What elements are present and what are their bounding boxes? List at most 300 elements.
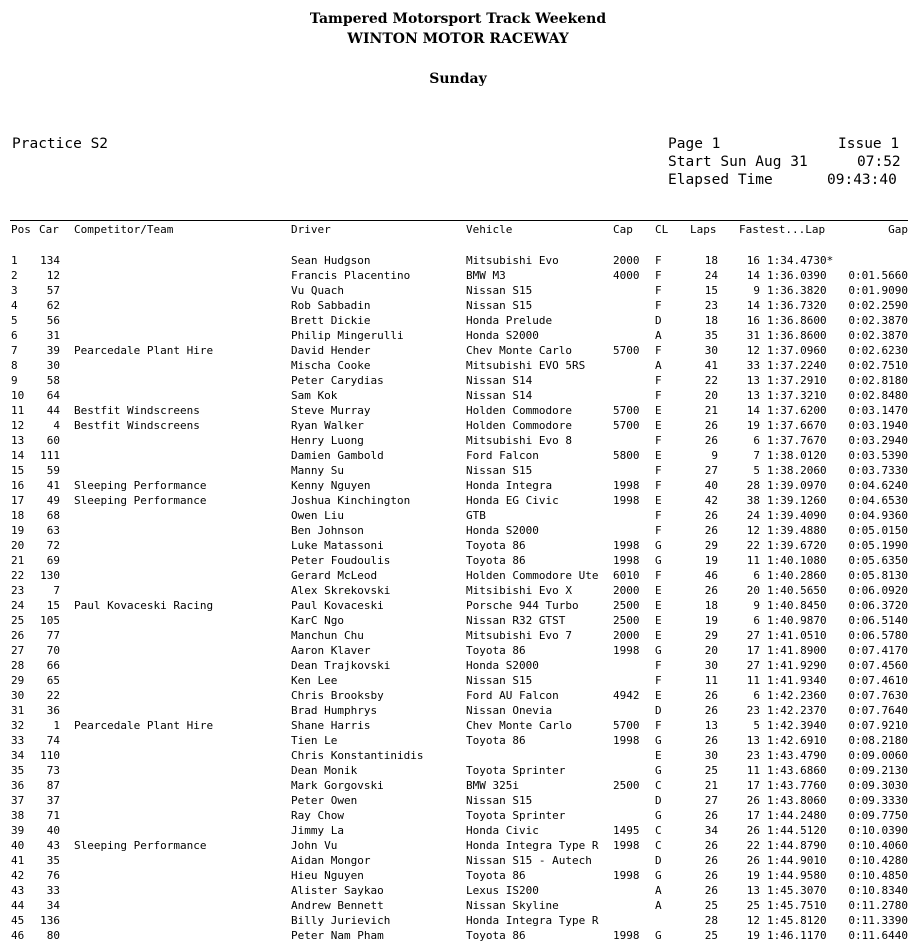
- class-cell: F: [655, 479, 662, 492]
- table-row: [0, 463, 916, 478]
- laps-cell: 26: [704, 854, 718, 867]
- vehicle-cell: Mitsubishi Evo 8: [466, 434, 572, 447]
- fastest-lap-cell: 6: [753, 614, 760, 627]
- laps-cell: 18: [704, 599, 718, 612]
- car-cell: 59: [46, 464, 60, 477]
- class-cell: G: [655, 554, 662, 567]
- pos-cell: 23: [11, 584, 25, 597]
- fastest-time-cell: 1:41.0510: [767, 629, 827, 642]
- car-cell: 76: [46, 869, 60, 882]
- vehicle-cell: Mitsubishi Evo 7: [466, 629, 572, 642]
- car-cell: 57: [46, 284, 60, 297]
- driver-cell: Alex Skrekovski: [291, 584, 391, 597]
- gap-cell: 0:02.3870: [848, 314, 908, 327]
- car-cell: 12: [46, 269, 60, 282]
- car-cell: 105: [40, 614, 60, 627]
- table-row: [0, 268, 916, 283]
- class-cell: C: [655, 779, 662, 792]
- pos-cell: 38: [11, 809, 25, 822]
- table-row: [0, 778, 916, 793]
- table-row: [0, 358, 916, 373]
- driver-cell: Francis Placentino: [291, 269, 411, 282]
- gap-cell: 0:04.6530: [848, 494, 908, 507]
- table-row: [0, 733, 916, 748]
- class-cell: A: [655, 884, 662, 897]
- laps-cell: 26: [704, 734, 718, 747]
- laps-cell: 26: [704, 524, 718, 537]
- table-row: [0, 433, 916, 448]
- gap-cell: 0:06.0920: [848, 584, 908, 597]
- vehicle-cell: GTB: [466, 509, 486, 522]
- class-cell: G: [655, 929, 662, 942]
- gap-cell: 0:03.2940: [848, 434, 908, 447]
- vehicle-cell: Ford Falcon: [466, 449, 539, 462]
- col-car-header: Car: [39, 223, 59, 236]
- gap-cell: 0:07.4610: [848, 674, 908, 687]
- fastest-time-cell: 1:41.8900: [767, 644, 827, 657]
- table-row: [0, 538, 916, 553]
- gap-cell: 0:07.4170: [848, 644, 908, 657]
- car-cell: 136: [40, 914, 60, 927]
- car-cell: 30: [46, 359, 60, 372]
- laps-cell: 30: [704, 344, 718, 357]
- col-cap-header: Cap: [613, 223, 633, 236]
- gap-cell: 0:03.1470: [848, 404, 908, 417]
- class-cell: F: [655, 464, 662, 477]
- driver-cell: Sean Hudgson: [291, 254, 371, 267]
- class-cell: E: [655, 494, 662, 507]
- driver-cell: Gerard McLeod: [291, 569, 378, 582]
- fastest-lap-cell: 12: [746, 914, 760, 927]
- pos-cell: 28: [11, 659, 25, 672]
- class-cell: F: [655, 719, 662, 732]
- table-row: [0, 313, 916, 328]
- cap-cell: 1998: [613, 554, 640, 567]
- fastest-time-cell: 1:39.0970: [767, 479, 827, 492]
- laps-cell: 26: [704, 704, 718, 717]
- class-cell: E: [655, 419, 662, 432]
- team-cell: Paul Kovaceski Racing: [74, 599, 214, 612]
- fastest-lap-cell: 22: [746, 539, 760, 552]
- driver-cell: Rob Sabbadin: [291, 299, 371, 312]
- driver-cell: Hieu Nguyen: [291, 869, 364, 882]
- driver-cell: KarC Ngo: [291, 614, 344, 627]
- elapsed-label: Elapsed Time: [668, 172, 773, 188]
- vehicle-cell: Toyota Sprinter: [466, 764, 566, 777]
- pos-cell: 37: [11, 794, 25, 807]
- pos-cell: 4: [11, 299, 18, 312]
- pos-cell: 24: [11, 599, 25, 612]
- col-fastest-header: Fastest...Lap: [739, 223, 826, 236]
- pos-cell: 29: [11, 674, 25, 687]
- table-row: [0, 643, 916, 658]
- class-cell: E: [655, 404, 662, 417]
- pos-cell: 27: [11, 644, 25, 657]
- fastest-lap-cell: 25: [746, 899, 760, 912]
- car-cell: 56: [46, 314, 60, 327]
- table-row: [0, 853, 916, 868]
- class-cell: F: [655, 299, 662, 312]
- car-cell: 58: [46, 374, 60, 387]
- vehicle-cell: Ford AU Falcon: [466, 689, 559, 702]
- fastest-time-cell: 1:37.3210: [767, 389, 827, 402]
- driver-cell: Mark Gorgovski: [291, 779, 384, 792]
- pos-cell: 8: [11, 359, 18, 372]
- laps-cell: 26: [704, 809, 718, 822]
- fastest-lap-cell: 33: [746, 359, 760, 372]
- laps-cell: 27: [704, 794, 718, 807]
- driver-cell: Luke Matassoni: [291, 539, 384, 552]
- car-cell: 74: [46, 734, 60, 747]
- class-cell: F: [655, 389, 662, 402]
- driver-cell: Mischa Cooke: [291, 359, 371, 372]
- fastest-lap-cell: 19: [746, 419, 760, 432]
- pos-cell: 16: [11, 479, 25, 492]
- gap-cell: 0:06.3720: [848, 599, 908, 612]
- pos-cell: 43: [11, 884, 25, 897]
- fastest-time-cell: 1:43.8060: [767, 794, 827, 807]
- vehicle-cell: Honda Integra: [466, 479, 553, 492]
- laps-cell: 9: [711, 449, 718, 462]
- vehicle-cell: Nissan S15: [466, 794, 533, 807]
- col-laps-header: Laps: [690, 223, 717, 236]
- fastest-time-cell: 1:43.7760: [767, 779, 827, 792]
- laps-cell: 25: [704, 764, 718, 777]
- class-cell: F: [655, 674, 662, 687]
- fastest-time-cell: 1:41.9290: [767, 659, 827, 672]
- table-row: [0, 448, 916, 463]
- laps-cell: 21: [704, 779, 718, 792]
- class-cell: F: [655, 509, 662, 522]
- gap-cell: 0:01.9090: [848, 284, 908, 297]
- driver-cell: Kenny Nguyen: [291, 479, 371, 492]
- laps-cell: 34: [704, 824, 718, 837]
- fastest-lap-cell: 6: [753, 569, 760, 582]
- car-cell: 110: [40, 749, 60, 762]
- fastest-time-cell: 1:45.7510: [767, 899, 827, 912]
- table-row: [0, 298, 916, 313]
- pos-cell: 9: [11, 374, 18, 387]
- cap-cell: 2500: [613, 614, 640, 627]
- car-cell: 70: [46, 644, 60, 657]
- fastest-time-cell: 1:37.6200: [767, 404, 827, 417]
- cap-cell: 6010: [613, 569, 640, 582]
- class-cell: A: [655, 899, 662, 912]
- pos-cell: 11: [11, 404, 25, 417]
- class-cell: F: [655, 269, 662, 282]
- laps-cell: 26: [704, 419, 718, 432]
- driver-cell: John Vu: [291, 839, 338, 852]
- car-cell: 39: [46, 344, 60, 357]
- event-title: Tampered Motorsport Track Weekend: [309, 11, 607, 27]
- table-row: [0, 403, 916, 418]
- laps-cell: 19: [704, 614, 718, 627]
- driver-cell: Peter Owen: [291, 794, 358, 807]
- laps-cell: 13: [704, 719, 718, 732]
- fastest-time-cell: 1:45.8120: [767, 914, 827, 927]
- fastest-time-cell: 1:44.9580: [767, 869, 827, 882]
- laps-cell: 29: [704, 539, 718, 552]
- vehicle-cell: BMW M3: [466, 269, 506, 282]
- laps-cell: 26: [704, 584, 718, 597]
- vehicle-cell: Toyota 86: [466, 929, 526, 942]
- vehicle-cell: Holden Commodore: [466, 419, 572, 432]
- table-row: [0, 478, 916, 493]
- vehicle-cell: Honda Prelude: [466, 314, 553, 327]
- laps-cell: 41: [704, 359, 718, 372]
- cap-cell: 2000: [613, 584, 640, 597]
- fastest-time-cell: 1:40.9870: [767, 614, 827, 627]
- fastest-lap-cell: 12: [746, 524, 760, 537]
- table-row: [0, 763, 916, 778]
- table-row: [0, 928, 916, 943]
- column-header-row: [0, 222, 916, 237]
- table-row: [0, 388, 916, 403]
- car-cell: 44: [46, 404, 60, 417]
- fastest-lap-cell: 7: [753, 449, 760, 462]
- driver-cell: Owen Liu: [291, 509, 344, 522]
- table-row: [0, 823, 916, 838]
- table-row: [0, 913, 916, 928]
- fastest-lap-cell: 38: [746, 494, 760, 507]
- fastest-time-cell: 1:40.8450: [767, 599, 827, 612]
- gap-cell: 0:09.3330: [848, 794, 908, 807]
- vehicle-cell: Nissan S14: [466, 374, 533, 387]
- driver-cell: Manchun Chu: [291, 629, 364, 642]
- class-cell: G: [655, 539, 662, 552]
- car-cell: 49: [46, 494, 60, 507]
- cap-cell: 5700: [613, 344, 640, 357]
- laps-cell: 21: [704, 404, 718, 417]
- vehicle-cell: Lexus IS200: [466, 884, 539, 897]
- driver-cell: Peter Foudoulis: [291, 554, 391, 567]
- gap-cell: 0:09.7750: [848, 809, 908, 822]
- gap-cell: 0:05.1990: [848, 539, 908, 552]
- gap-cell: 0:05.0150: [848, 524, 908, 537]
- car-cell: 4: [53, 419, 60, 432]
- fastest-lap-cell: 12: [746, 344, 760, 357]
- car-cell: 43: [46, 839, 60, 852]
- car-cell: 34: [46, 899, 60, 912]
- fastest-time-cell: 1:44.5120: [767, 824, 827, 837]
- class-cell: D: [655, 854, 662, 867]
- pos-cell: 3: [11, 284, 18, 297]
- cap-cell: 1495: [613, 824, 640, 837]
- class-cell: F: [655, 374, 662, 387]
- cap-cell: 1998: [613, 494, 640, 507]
- gap-cell: 0:10.8340: [848, 884, 908, 897]
- gap-cell: 0:10.4850: [848, 869, 908, 882]
- laps-cell: 26: [704, 839, 718, 852]
- gap-cell: 0:07.4560: [848, 659, 908, 672]
- team-cell: Bestfit Windscreens: [74, 419, 200, 432]
- fastest-time-cell: 1:39.4880: [767, 524, 827, 537]
- cap-cell: 4942: [613, 689, 640, 702]
- venue-title: WINTON MOTOR RACEWAY: [347, 31, 569, 47]
- gap-cell: 0:01.5660: [848, 269, 908, 282]
- fastest-time-cell: 1:44.9010: [767, 854, 827, 867]
- driver-cell: Philip Mingerulli: [291, 329, 404, 342]
- elapsed-time: 09:43:40: [827, 172, 897, 188]
- driver-cell: Steve Murray: [291, 404, 371, 417]
- driver-cell: Peter Carydias: [291, 374, 384, 387]
- pos-cell: 2: [11, 269, 18, 282]
- pos-cell: 45: [11, 914, 25, 927]
- gap-cell: 0:06.5780: [848, 629, 908, 642]
- class-cell: F: [655, 254, 662, 267]
- class-cell: C: [655, 839, 662, 852]
- class-cell: D: [655, 314, 662, 327]
- pos-cell: 10: [11, 389, 25, 402]
- laps-cell: 26: [704, 689, 718, 702]
- fastest-lap-cell: 13: [746, 734, 760, 747]
- fastest-lap-cell: 13: [746, 389, 760, 402]
- driver-cell: Henry Luong: [291, 434, 364, 447]
- fastest-time-cell: 1:43.6860: [767, 764, 827, 777]
- vehicle-cell: Nissan Skyline: [466, 899, 559, 912]
- laps-cell: 25: [704, 929, 718, 942]
- class-cell: F: [655, 524, 662, 537]
- pos-cell: 44: [11, 899, 25, 912]
- fastest-time-cell: 1:44.2480: [767, 809, 827, 822]
- table-row: [0, 343, 916, 358]
- laps-cell: 26: [704, 884, 718, 897]
- fastest-time-cell: 1:45.3070: [767, 884, 827, 897]
- cap-cell: 1998: [613, 869, 640, 882]
- fastest-lap-cell: 13: [746, 374, 760, 387]
- gap-cell: 0:02.8480: [848, 389, 908, 402]
- fastest-time-cell: 1:36.7320: [767, 299, 827, 312]
- driver-cell: Joshua Kinchington: [291, 494, 411, 507]
- fastest-lap-cell: 23: [746, 704, 760, 717]
- gap-cell: 0:07.7640: [848, 704, 908, 717]
- gap-cell: 0:04.6240: [848, 479, 908, 492]
- fastest-time-cell: 1:44.8790: [767, 839, 827, 852]
- pos-cell: 6: [11, 329, 18, 342]
- table-row: [0, 598, 916, 613]
- fastest-lap-cell: 16: [746, 314, 760, 327]
- cap-cell: 5700: [613, 419, 640, 432]
- class-cell: F: [655, 434, 662, 447]
- car-cell: 71: [46, 809, 60, 822]
- col-cl-header: CL: [655, 223, 669, 236]
- driver-cell: Dean Monik: [291, 764, 358, 777]
- class-cell: A: [655, 359, 662, 372]
- fastest-time-cell: 1:40.2860: [767, 569, 827, 582]
- laps-cell: 20: [704, 644, 718, 657]
- table-row: [0, 493, 916, 508]
- vehicle-cell: Toyota Sprinter: [466, 809, 566, 822]
- class-cell: D: [655, 704, 662, 717]
- fastest-time-cell: 1:36.3820: [767, 284, 827, 297]
- car-cell: 36: [46, 704, 60, 717]
- class-cell: G: [655, 734, 662, 747]
- driver-cell: Vu Quach: [291, 284, 344, 297]
- driver-cell: Damien Gambold: [291, 449, 384, 462]
- class-cell: G: [655, 764, 662, 777]
- laps-cell: 25: [704, 899, 718, 912]
- header-divider: [10, 220, 908, 221]
- class-cell: E: [655, 629, 662, 642]
- laps-cell: 27: [704, 464, 718, 477]
- class-cell: E: [655, 614, 662, 627]
- vehicle-cell: Mitsubishi EVO 5RS: [466, 359, 586, 372]
- pos-cell: 12: [11, 419, 25, 432]
- gap-cell: 0:06.5140: [848, 614, 908, 627]
- gap-cell: 0:04.9360: [848, 509, 908, 522]
- vehicle-cell: Nissan S15 - Autech: [466, 854, 592, 867]
- start-time: 07:52: [857, 154, 901, 170]
- table-row: [0, 628, 916, 643]
- fastest-time-cell: 1:37.2910: [767, 374, 827, 387]
- class-cell: F: [655, 569, 662, 582]
- table-row: [0, 613, 916, 628]
- laps-cell: 23: [704, 299, 718, 312]
- car-cell: 37: [46, 794, 60, 807]
- class-cell: G: [655, 809, 662, 822]
- cap-cell: 2000: [613, 629, 640, 642]
- driver-cell: Sam Kok: [291, 389, 338, 402]
- gap-cell: 0:05.8130: [848, 569, 908, 582]
- driver-cell: Manny Su: [291, 464, 344, 477]
- team-cell: Sleeping Performance: [74, 839, 207, 852]
- table-row: [0, 808, 916, 823]
- table-row: [0, 793, 916, 808]
- driver-cell: Aaron Klaver: [291, 644, 371, 657]
- vehicle-cell: Honda Integra Type R: [466, 839, 599, 852]
- team-cell: Sleeping Performance: [74, 479, 207, 492]
- fastest-lap-cell: 19: [746, 869, 760, 882]
- table-row: [0, 898, 916, 913]
- gap-cell: 0:03.1940: [848, 419, 908, 432]
- pos-cell: 35: [11, 764, 25, 777]
- col-driver-header: Driver: [291, 223, 331, 236]
- car-cell: 7: [53, 584, 60, 597]
- session-name: Practice S2: [12, 136, 109, 152]
- laps-cell: 40: [704, 479, 718, 492]
- fastest-time-cell: 1:46.1170: [767, 929, 827, 942]
- vehicle-cell: Mitsubishi Evo: [466, 254, 559, 267]
- col-gap-header: Gap: [888, 223, 908, 236]
- cap-cell: 1998: [613, 539, 640, 552]
- car-cell: 66: [46, 659, 60, 672]
- pos-cell: 22: [11, 569, 25, 582]
- table-row: [0, 418, 916, 433]
- fastest-time-cell: 1:34.4730*: [767, 254, 834, 267]
- vehicle-cell: Mitsibishi Evo X: [466, 584, 572, 597]
- class-cell: F: [655, 344, 662, 357]
- fastest-time-cell: 1:42.3940: [767, 719, 827, 732]
- vehicle-cell: Holden Commodore: [466, 404, 572, 417]
- fastest-time-cell: 1:37.2240: [767, 359, 827, 372]
- class-cell: D: [655, 794, 662, 807]
- fastest-time-cell: 1:42.2360: [767, 689, 827, 702]
- car-cell: 65: [46, 674, 60, 687]
- cap-cell: 1998: [613, 644, 640, 657]
- fastest-lap-cell: 31: [746, 329, 760, 342]
- car-cell: 41: [46, 479, 60, 492]
- class-cell: F: [655, 284, 662, 297]
- team-cell: Sleeping Performance: [74, 494, 207, 507]
- fastest-time-cell: 1:36.8600: [767, 314, 827, 327]
- fastest-time-cell: 1:38.0120: [767, 449, 827, 462]
- gap-cell: 0:10.0390: [848, 824, 908, 837]
- cap-cell: 4000: [613, 269, 640, 282]
- laps-cell: 28: [704, 914, 718, 927]
- fastest-lap-cell: 16: [746, 254, 760, 267]
- table-row: [0, 283, 916, 298]
- pos-cell: 17: [11, 494, 25, 507]
